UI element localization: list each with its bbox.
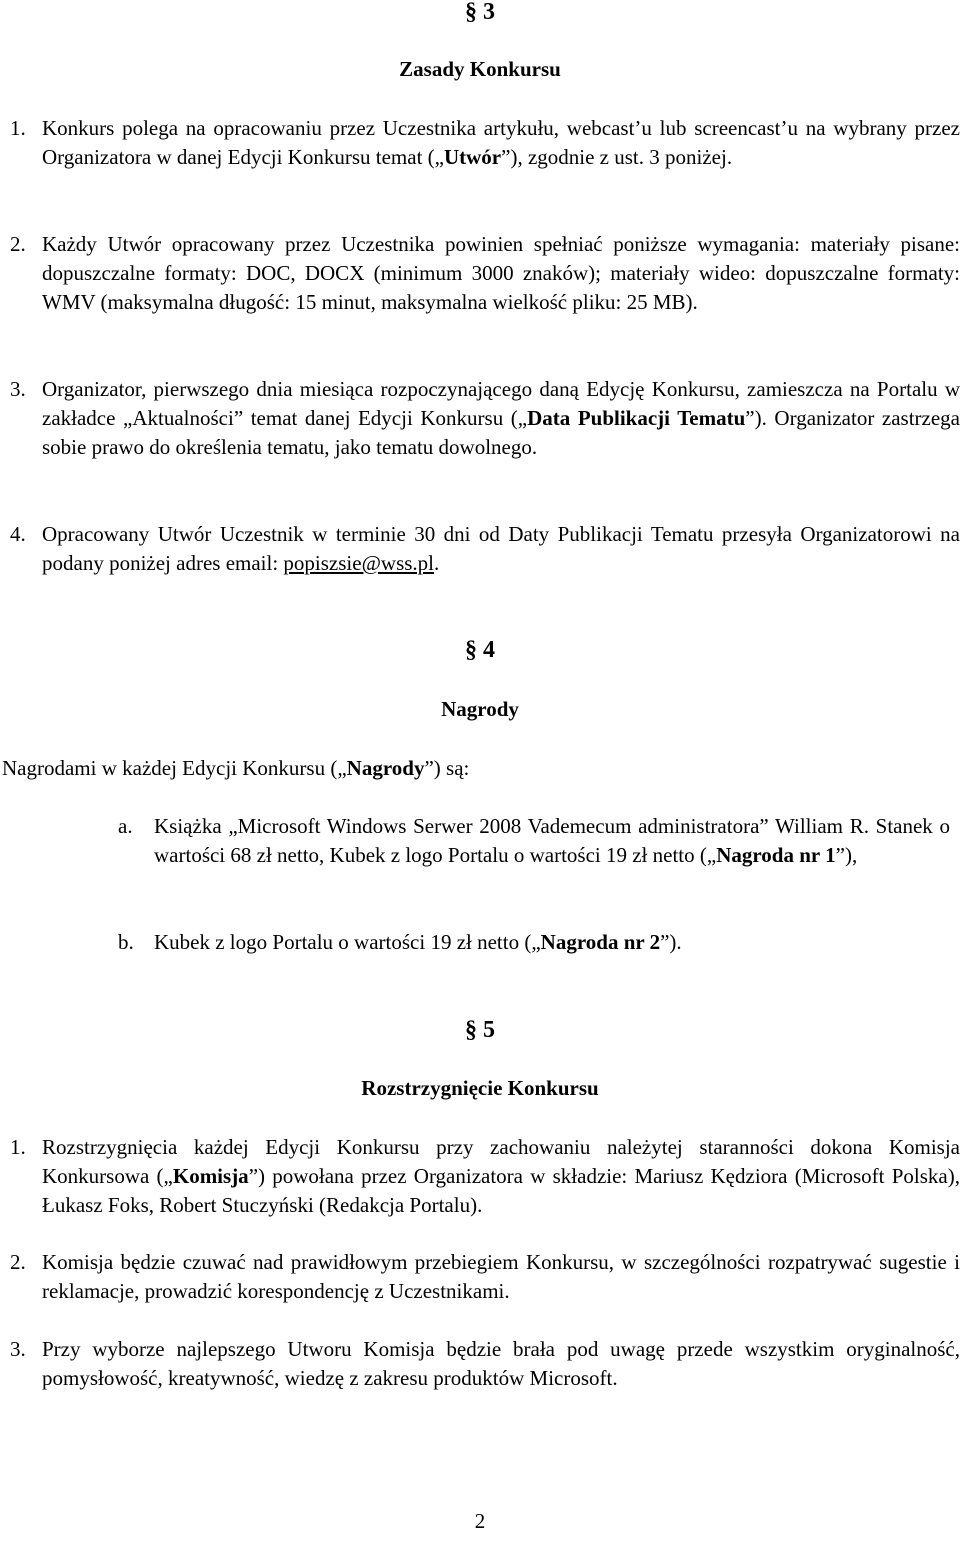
text-run: Konkurs polega na opracowaniu przez Uczestnika artykułu, webcast’u lub screencast’u na wybrany przez Organizatora w danej Edycji Konkursu temat („: [42, 116, 960, 169]
section-3-paragraph-2: [10, 230, 960, 317]
list-item-text: [154, 928, 950, 957]
section-3-paragraph-1: [10, 114, 960, 172]
text-run: Rozstrzygnięcia każdej Edycji Konkursu przy zachowaniu należytej staranności dokona Komisja Konkursowa („: [42, 1135, 960, 1188]
text-run: Książka „Microsoft Windows Serwer 2008 Vademecum administratora” William R. Stanek o wartości 68 zł netto, Kubek z logo Portalu o wartości 19 zł netto („: [154, 814, 950, 867]
section-3-title: Zasady Konkursu: [399, 57, 561, 81]
page-number: 2: [474, 1509, 486, 1533]
paragraph-number: 1.: [10, 116, 26, 140]
text-run: .: [434, 551, 440, 575]
email-link[interactable]: popiszsie@wss.pl: [283, 551, 435, 575]
bold-term: Utwór: [443, 145, 502, 169]
section-5-paragraph-3: [10, 1335, 960, 1393]
list-marker: b.: [118, 930, 134, 954]
section-3-paragraph-4: [10, 520, 960, 578]
bold-term: Nagrody: [346, 756, 425, 780]
paragraph-text: [42, 1133, 960, 1220]
section-3-paragraph-3: [10, 375, 960, 462]
paragraph-text: Każdy Utwór opracowany przez Uczestnika powinien spełniać poniższe wymagania: materiały pisane: dopuszczalne formaty: DOC, DOCX (minimum 3000 znaków); materiały wideo: dopuszczalne formaty: WMV (maksymalna długość: 15 minut, maksymalna wielkość pliku: 25 MB).: [42, 232, 960, 314]
paragraph-number: 3.: [10, 377, 26, 401]
section-3-symbol: § 3: [465, 0, 495, 25]
paragraph-number: 4.: [10, 522, 26, 546]
section-4-title: Nagrody: [441, 697, 519, 721]
paragraph-text: Przy wyborze najlepszego Utworu Komisja będzie brała pod uwagę przede wszystkim oryginalność, pomysłowość, kreatywność, wiedzę z zakresu produktów Microsoft.: [42, 1337, 960, 1390]
text-run: ”), zgodnie z ust. 3 poniżej.: [501, 145, 733, 169]
section-5-title: Rozstrzygnięcie Konkursu: [361, 1076, 599, 1100]
text-run: Kubek z logo Portalu o wartości 19 zł netto („: [154, 930, 541, 954]
section-4-symbol: § 4: [465, 637, 495, 663]
text-run: ”).: [660, 930, 682, 954]
section-5-symbol: § 5: [465, 1017, 495, 1043]
text-run: Opracowany Utwór Uczestnik w terminie 30 dni od Daty Publikacji Tematu przesyła Organizatorowi na podany poniżej adres email:: [42, 522, 960, 575]
text-run: Nagrodami w każdej Edycji Konkursu („: [2, 756, 347, 780]
paragraph-text: [42, 520, 960, 578]
text-run: ”),: [835, 843, 858, 867]
paragraph-number: 2.: [10, 1250, 26, 1274]
list-marker: a.: [118, 814, 133, 838]
bold-term: Data Publikacji Tematu: [527, 406, 746, 430]
text-run: ”) powołana przez Organizatora w składzie: Mariusz Kędziora (Microsoft Polska), Łukasz Foks, Robert Stuczyński (Redakcja Portalu).: [42, 1164, 960, 1217]
paragraph-text: [42, 375, 960, 462]
text-run: ”) są:: [424, 756, 470, 780]
paragraph-text: [42, 114, 960, 172]
section-5-paragraph-2: [10, 1248, 960, 1306]
prize-item-b: [118, 928, 950, 957]
bold-term: Komisja: [172, 1164, 249, 1188]
list-item-text: [154, 812, 950, 870]
text-run: Organizator, pierwszego dnia miesiąca rozpoczynającego daną Edycję Konkursu, zamieszcza na Portalu w zakładce „Aktualności” temat danej Edycji Konkursu („: [42, 377, 960, 430]
paragraph-text: Komisja będzie czuwać nad prawidłowym przebiegiem Konkursu, w szczególności rozpatrywać sugestie i reklamacje, prowadzić korespondencję z Uczestnikami.: [42, 1250, 960, 1303]
section-5-paragraph-1: [10, 1133, 960, 1220]
paragraph-number: 1.: [10, 1135, 26, 1159]
paragraph-number: 2.: [10, 232, 26, 256]
text-run: ”). Organizator zastrzega sobie prawo do określenia tematu, jako tematu dowolnego.: [42, 406, 960, 459]
prize-item-a: [118, 812, 950, 870]
bold-term: Nagroda nr 2: [540, 930, 661, 954]
prizes-intro: [2, 754, 902, 783]
bold-term: Nagroda nr 1: [716, 843, 836, 867]
paragraph-number: 3.: [10, 1337, 26, 1361]
